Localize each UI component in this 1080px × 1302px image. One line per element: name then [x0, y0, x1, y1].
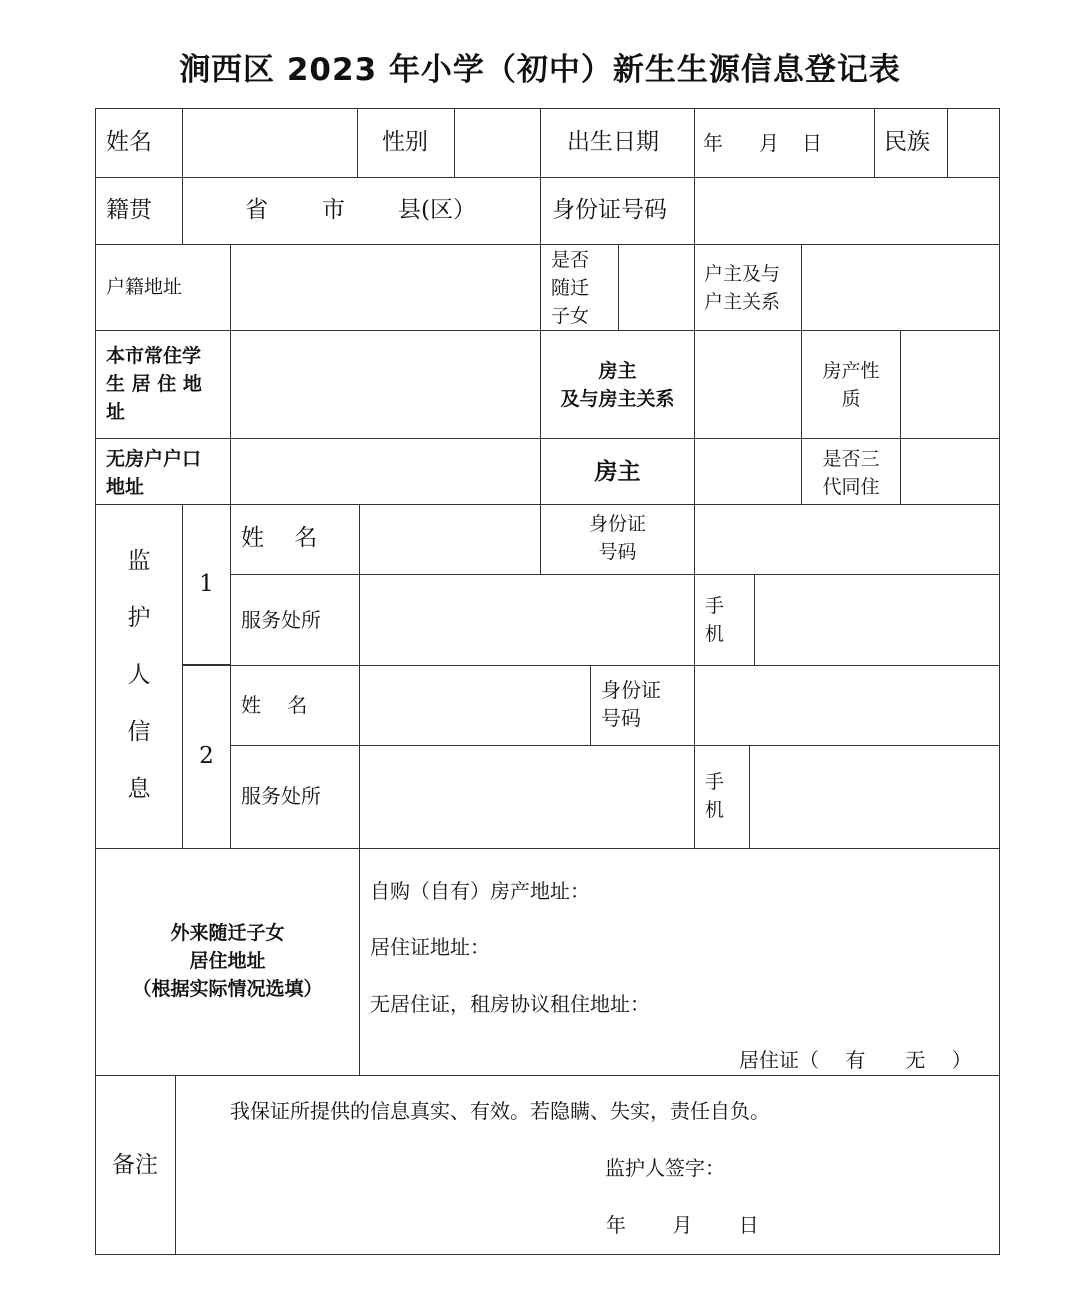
migrant-question-line: 随迁: [551, 277, 590, 299]
guardian2-id-label-cell: [590, 665, 695, 746]
guardian2-phone-field[interactable]: [749, 745, 1000, 849]
householder-field[interactable]: [801, 244, 1000, 331]
guardian1-id-label-cell: [540, 504, 695, 575]
birth-year-label: 年: [703, 131, 723, 155]
ethnicity-label-cell: [874, 108, 948, 178]
guardian2-id-field[interactable]: [694, 665, 1000, 746]
birth-day-label: 日: [802, 131, 822, 155]
guardian-section-char: 护: [127, 605, 151, 631]
remarks-label-cell: [95, 1075, 176, 1255]
city-label: 市: [322, 197, 345, 223]
householder-label-line: 户主及与: [704, 263, 781, 285]
ethnicity-field[interactable]: [947, 108, 1000, 178]
guardian1-work-field[interactable]: [359, 574, 695, 666]
migrant-address-field[interactable]: [359, 848, 1000, 1076]
nohouse-label-line: 无房户户口: [106, 448, 202, 470]
guardian1-name-label-cell: [230, 504, 360, 575]
registration-form: [96, 109, 1000, 1256]
name-label-cell: [95, 108, 183, 178]
birth-month-label: 月: [759, 131, 779, 155]
rental-address-label: 无居住证，租房协议租住地址：: [370, 992, 650, 1016]
gender-label-cell: [357, 108, 455, 178]
migrant-question-line: 是否: [551, 249, 590, 271]
owner-relation-label-cell: [540, 330, 695, 439]
owned-property-address-label: 自购（自有）房产地址：: [370, 879, 590, 903]
nohouse-label-cell: [95, 438, 231, 505]
owner-label-line: 房主: [598, 360, 637, 382]
guardian-section-char: 息: [127, 776, 151, 802]
owner-label: 房主: [594, 458, 641, 485]
residence-label-line: 生 居 住 地: [106, 373, 202, 395]
guardian1-name-field[interactable]: [359, 504, 541, 575]
migrant-label-cell: [95, 848, 360, 1076]
hukou-label: 户籍地址: [106, 276, 183, 298]
guardian2-name-label-cell: [230, 665, 360, 746]
guardian1-phone-label-line: 机: [705, 623, 725, 645]
guardian1-work-label: 服务处所: [241, 608, 321, 632]
guardian2-work-label-cell: [230, 745, 360, 849]
native-place-field[interactable]: [182, 177, 541, 245]
signature-date-label[interactable]: 年 月 日: [606, 1213, 759, 1237]
guardian2-name-label: 姓 名: [241, 693, 308, 717]
owner-label-cell: [540, 438, 695, 505]
remarks-content-cell: [175, 1075, 1000, 1255]
hukou-label-cell: [95, 244, 231, 331]
migrant-question-line: 子女: [551, 305, 590, 327]
guardian-section-char: 信: [127, 719, 151, 745]
guardian1-phone-label-line: 手: [705, 595, 725, 617]
nohouse-label-line: 地址: [106, 476, 145, 498]
householder-label-line: 户主关系: [704, 291, 781, 313]
birth-label: 出生日期: [567, 129, 659, 155]
residence-label-cell: [95, 330, 231, 439]
property-label-line: 房产性: [822, 360, 880, 382]
guardian2-phone-label-line: 手: [705, 771, 725, 793]
birth-label-cell: [540, 108, 695, 178]
owner-relation-field[interactable]: [694, 330, 802, 439]
guardian2-name-field[interactable]: [359, 665, 591, 746]
pledge-text: 我保证所提供的信息真实、有效。若隐瞒、失实，责任自负。: [230, 1099, 770, 1123]
name-label: 姓名: [106, 129, 152, 155]
guardian2-id-label-line: 号码: [601, 706, 641, 730]
guardian1-work-label-cell: [230, 574, 360, 666]
guardian-section-char: 监: [127, 548, 151, 574]
owner-label-line: 及与房主关系: [560, 388, 675, 410]
native-label-cell: [95, 177, 183, 245]
guardian2-id-label-line: 身份证: [601, 678, 661, 702]
nohouse-address-field[interactable]: [230, 438, 541, 505]
residence-permit-status[interactable]: 居住证（ 有 无 ）: [739, 1048, 972, 1072]
migrant-label-line: 外来随迁子女: [170, 922, 285, 944]
guardian1-index-cell: [182, 504, 231, 665]
ethnicity-label: 民族: [884, 129, 930, 155]
id-label-cell: [540, 177, 695, 245]
guardian1-index: 1: [199, 571, 214, 597]
guardian2-work-label: 服务处所: [241, 784, 321, 808]
guardian-section-char: 人: [127, 662, 151, 688]
guardian1-id-field[interactable]: [694, 504, 1000, 575]
residence-label-line: 址: [106, 401, 126, 423]
three-gen-label-line: 是否三: [822, 448, 880, 470]
migrant-label-line: （根据实际情况选填）: [132, 978, 323, 1000]
residence-address-field[interactable]: [230, 330, 541, 439]
id-number-field[interactable]: [694, 177, 1000, 245]
migrant-label-line: 居住地址: [189, 950, 266, 972]
three-gen-label-cell: [801, 438, 901, 505]
id-number-label: 身份证号码: [552, 197, 667, 223]
three-gen-field[interactable]: [900, 438, 1000, 505]
guardian1-phone-field[interactable]: [754, 574, 1000, 666]
guardian2-work-field[interactable]: [359, 745, 695, 849]
property-type-field[interactable]: [900, 330, 1000, 439]
province-label: 省: [245, 197, 268, 223]
three-gen-label-line: 代同住: [822, 476, 880, 498]
property-type-label-cell: [801, 330, 901, 439]
property-label-line: 质: [841, 388, 861, 410]
guardian1-name-label: 姓 名: [241, 525, 318, 551]
gender-field[interactable]: [454, 108, 541, 178]
guardian-section-label-cell: [95, 504, 183, 849]
guardian2-phone-label-line: 机: [705, 799, 725, 821]
guardian1-id-label-line: 身份证: [588, 513, 646, 535]
migrant-question-cell: [540, 244, 619, 331]
guardian2-phone-label-cell: [694, 745, 750, 849]
residence-label-line: 本市常住学: [106, 345, 202, 367]
guardian2-index-cell: [182, 665, 231, 849]
birth-date-field[interactable]: [694, 108, 875, 178]
page-title: 涧西区 2023 年小学（初中）新生生源信息登记表: [179, 52, 901, 88]
gender-label: 性别: [382, 129, 428, 155]
name-field[interactable]: [182, 108, 358, 178]
guardian1-id-label-line: 号码: [598, 541, 637, 563]
hukou-address-field[interactable]: [230, 244, 541, 331]
county-label: 县(区）: [398, 197, 476, 223]
native-label: 籍贯: [106, 197, 152, 223]
guardian2-index: 2: [199, 743, 214, 769]
householder-label-cell: [694, 244, 802, 331]
guardian-signature-label[interactable]: 监护人签字：: [605, 1156, 725, 1180]
guardian1-phone-label-cell: [694, 574, 755, 666]
owner-field[interactable]: [694, 438, 802, 505]
residence-permit-address-label: 居住证地址：: [370, 935, 490, 959]
migrant-answer-field[interactable]: [618, 244, 695, 331]
remarks-label: 备注: [112, 1152, 158, 1178]
